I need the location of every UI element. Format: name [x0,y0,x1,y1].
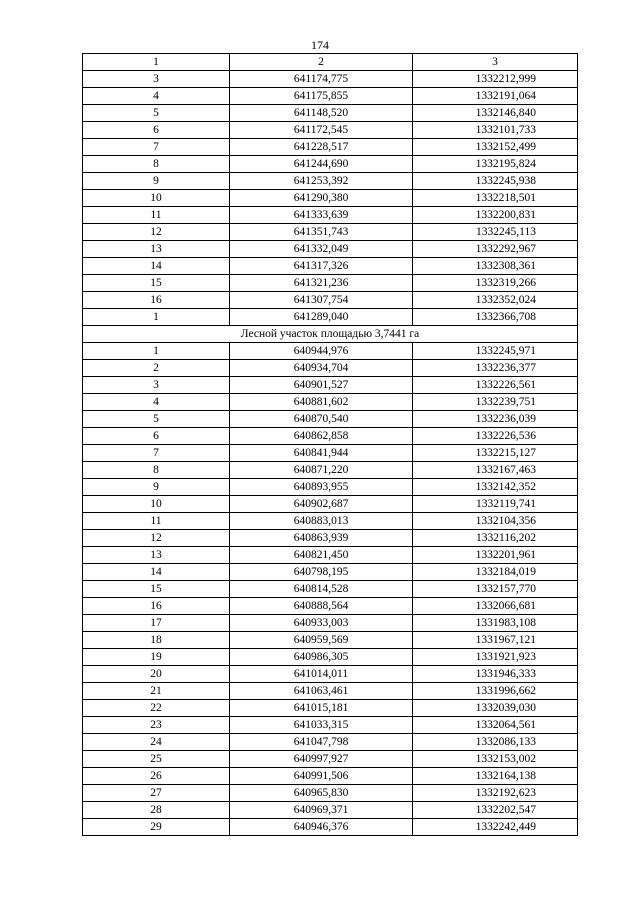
x-coordinate-cell: 641014,011 [230,666,413,683]
y-coordinate-cell: 1332218,501 [413,190,578,207]
y-coordinate-cell: 1332157,770 [413,581,578,598]
table-row [83,122,578,139]
x-coordinate-cell: 641172,545 [230,122,413,139]
table-row [83,547,578,564]
y-coordinate-cell: 1332119,741 [413,496,578,513]
y-coordinate-cell: 1332308,361 [413,258,578,275]
y-coordinate-cell: 1332146,840 [413,105,578,122]
x-coordinate-cell: 641047,798 [230,734,413,751]
y-coordinate-cell: 1332201,961 [413,547,578,564]
point-number-cell: 29 [83,819,230,836]
point-number-cell: 24 [83,734,230,751]
x-coordinate-cell: 640870,540 [230,411,413,428]
table-row [83,88,578,105]
x-coordinate-cell: 640841,944 [230,445,413,462]
x-coordinate-cell: 640863,939 [230,530,413,547]
table-row [83,207,578,224]
x-coordinate-cell: 640997,927 [230,751,413,768]
y-coordinate-cell: 1332142,352 [413,479,578,496]
table-row [83,564,578,581]
point-number-cell: 18 [83,632,230,649]
x-coordinate-cell: 641015,181 [230,700,413,717]
y-coordinate-cell: 1332104,356 [413,513,578,530]
y-coordinate-cell: 1332292,967 [413,241,578,258]
x-coordinate-cell: 640888,564 [230,598,413,615]
point-number-cell: 8 [83,156,230,173]
table-row [83,734,578,751]
table-row [83,309,578,326]
x-coordinate-cell: 641228,517 [230,139,413,156]
y-coordinate-cell: 1332116,202 [413,530,578,547]
x-coordinate-cell: 640946,376 [230,819,413,836]
x-coordinate-cell: 641253,392 [230,173,413,190]
x-coordinate-cell: 640862,858 [230,428,413,445]
y-coordinate-cell: 1332066,681 [413,598,578,615]
y-coordinate-cell: 1332202,547 [413,802,578,819]
y-coordinate-cell: 1332366,708 [413,309,578,326]
point-number-cell: 12 [83,224,230,241]
section-title-row [83,326,578,343]
y-coordinate-cell: 1332245,971 [413,343,578,360]
x-coordinate-cell: 640934,704 [230,360,413,377]
x-coordinate-cell: 641063,461 [230,683,413,700]
table-row [83,258,578,275]
y-coordinate-cell: 1332245,113 [413,224,578,241]
y-coordinate-cell: 1332152,499 [413,139,578,156]
point-number-cell: 16 [83,598,230,615]
table-row [83,479,578,496]
point-number-cell: 6 [83,122,230,139]
table-row [83,377,578,394]
table-row [83,632,578,649]
y-coordinate-cell: 1332195,824 [413,156,578,173]
y-coordinate-cell: 1332192,623 [413,785,578,802]
x-coordinate-cell: 640959,569 [230,632,413,649]
point-number-cell: 27 [83,785,230,802]
table-row [83,496,578,513]
point-number-cell: 21 [83,683,230,700]
table-row [83,394,578,411]
point-number-cell: 8 [83,462,230,479]
column-number-row [83,54,578,71]
x-coordinate-cell: 641175,855 [230,88,413,105]
column-header-1: 1 [83,54,230,71]
y-coordinate-cell: 1332200,831 [413,207,578,224]
point-number-cell: 16 [83,292,230,309]
y-coordinate-cell: 1332352,024 [413,292,578,309]
x-coordinate-cell: 641307,754 [230,292,413,309]
y-coordinate-cell: 1332064,561 [413,717,578,734]
y-coordinate-cell: 1331921,923 [413,649,578,666]
y-coordinate-cell: 1332153,002 [413,751,578,768]
point-number-cell: 3 [83,377,230,394]
y-coordinate-cell: 1332184,019 [413,564,578,581]
table-row [83,598,578,615]
x-coordinate-cell: 640965,830 [230,785,413,802]
table-row [83,802,578,819]
point-number-cell: 5 [83,105,230,122]
x-coordinate-cell: 641317,326 [230,258,413,275]
x-coordinate-cell: 641148,520 [230,105,413,122]
point-number-cell: 23 [83,717,230,734]
point-number-cell: 25 [83,751,230,768]
point-number-cell: 10 [83,190,230,207]
y-coordinate-cell: 1332319,266 [413,275,578,292]
x-coordinate-cell: 640901,527 [230,377,413,394]
table-row [83,581,578,598]
point-number-cell: 15 [83,581,230,598]
table-row [83,819,578,836]
x-coordinate-cell: 640991,506 [230,768,413,785]
section2-header [83,326,578,343]
point-number-cell: 5 [83,411,230,428]
point-number-cell: 28 [83,802,230,819]
x-coordinate-cell: 640969,371 [230,802,413,819]
y-coordinate-cell: 1332226,561 [413,377,578,394]
y-coordinate-cell: 1332164,138 [413,768,578,785]
y-coordinate-cell: 1332242,449 [413,819,578,836]
table-row [83,343,578,360]
point-number-cell: 4 [83,394,230,411]
x-coordinate-cell: 640944,976 [230,343,413,360]
table-row [83,105,578,122]
table-row [83,751,578,768]
x-coordinate-cell: 641351,743 [230,224,413,241]
point-number-cell: 15 [83,275,230,292]
point-number-cell: 11 [83,207,230,224]
x-coordinate-cell: 640821,450 [230,547,413,564]
table-row [83,139,578,156]
table-row [83,513,578,530]
table-row [83,615,578,632]
x-coordinate-cell: 641289,040 [230,309,413,326]
y-coordinate-cell: 1332212,999 [413,71,578,88]
x-coordinate-cell: 640881,602 [230,394,413,411]
x-coordinate-cell: 641321,236 [230,275,413,292]
point-number-cell: 12 [83,530,230,547]
table-row [83,785,578,802]
x-coordinate-cell: 641332,049 [230,241,413,258]
point-number-cell: 3 [83,71,230,88]
point-number-cell: 10 [83,496,230,513]
table-row [83,292,578,309]
point-number-cell: 9 [83,173,230,190]
point-number-cell: 20 [83,666,230,683]
section1-rows [83,71,578,326]
y-coordinate-cell: 1332236,039 [413,411,578,428]
x-coordinate-cell: 640933,003 [230,615,413,632]
x-coordinate-cell: 640814,528 [230,581,413,598]
coordinates-table [82,53,578,836]
x-coordinate-cell: 640902,687 [230,496,413,513]
point-number-cell: 6 [83,428,230,445]
table-row [83,190,578,207]
x-coordinate-cell: 641244,690 [230,156,413,173]
table-row [83,717,578,734]
point-number-cell: 17 [83,615,230,632]
table-row [83,411,578,428]
point-number-cell: 4 [83,88,230,105]
point-number-cell: 19 [83,649,230,666]
point-number-cell: 9 [83,479,230,496]
table-row [83,530,578,547]
table-row [83,224,578,241]
table-row [83,666,578,683]
column-header-2: 2 [230,54,413,71]
table-row [83,173,578,190]
table-row [83,360,578,377]
point-number-cell: 11 [83,513,230,530]
page-number: 174 [311,38,329,52]
point-number-cell: 22 [83,700,230,717]
point-number-cell: 26 [83,768,230,785]
point-number-cell: 2 [83,360,230,377]
y-coordinate-cell: 1331946,333 [413,666,578,683]
table-row [83,768,578,785]
point-number-cell: 13 [83,547,230,564]
y-coordinate-cell: 1332101,733 [413,122,578,139]
table-row [83,462,578,479]
x-coordinate-cell: 641333,639 [230,207,413,224]
y-coordinate-cell: 1332226,536 [413,428,578,445]
y-coordinate-cell: 1332239,751 [413,394,578,411]
y-coordinate-cell: 1332215,127 [413,445,578,462]
table-row [83,445,578,462]
y-coordinate-cell: 1332086,133 [413,734,578,751]
x-coordinate-cell: 640871,220 [230,462,413,479]
table-row [83,241,578,258]
x-coordinate-cell: 640893,955 [230,479,413,496]
y-coordinate-cell: 1332245,938 [413,173,578,190]
table-row [83,683,578,700]
x-coordinate-cell: 641174,775 [230,71,413,88]
x-coordinate-cell: 641290,380 [230,190,413,207]
section-title: Лесной участок площадью 3,7441 га [83,326,578,343]
table-row [83,649,578,666]
table-row [83,428,578,445]
table-row [83,71,578,88]
y-coordinate-cell: 1332039,030 [413,700,578,717]
x-coordinate-cell: 640798,195 [230,564,413,581]
x-coordinate-cell: 641033,315 [230,717,413,734]
point-number-cell: 7 [83,139,230,156]
y-coordinate-cell: 1332167,463 [413,462,578,479]
point-number-cell: 14 [83,258,230,275]
y-coordinate-cell: 1331996,662 [413,683,578,700]
table-row [83,156,578,173]
point-number-cell: 7 [83,445,230,462]
x-coordinate-cell: 640986,305 [230,649,413,666]
y-coordinate-cell: 1331967,121 [413,632,578,649]
y-coordinate-cell: 1331983,108 [413,615,578,632]
table-row [83,275,578,292]
point-number-cell: 14 [83,564,230,581]
y-coordinate-cell: 1332236,377 [413,360,578,377]
point-number-cell: 1 [83,309,230,326]
x-coordinate-cell: 640883,013 [230,513,413,530]
table-row [83,700,578,717]
y-coordinate-cell: 1332191,064 [413,88,578,105]
section2-rows [83,343,578,836]
point-number-cell: 13 [83,241,230,258]
point-number-cell: 1 [83,343,230,360]
column-header-3: 3 [413,54,578,71]
